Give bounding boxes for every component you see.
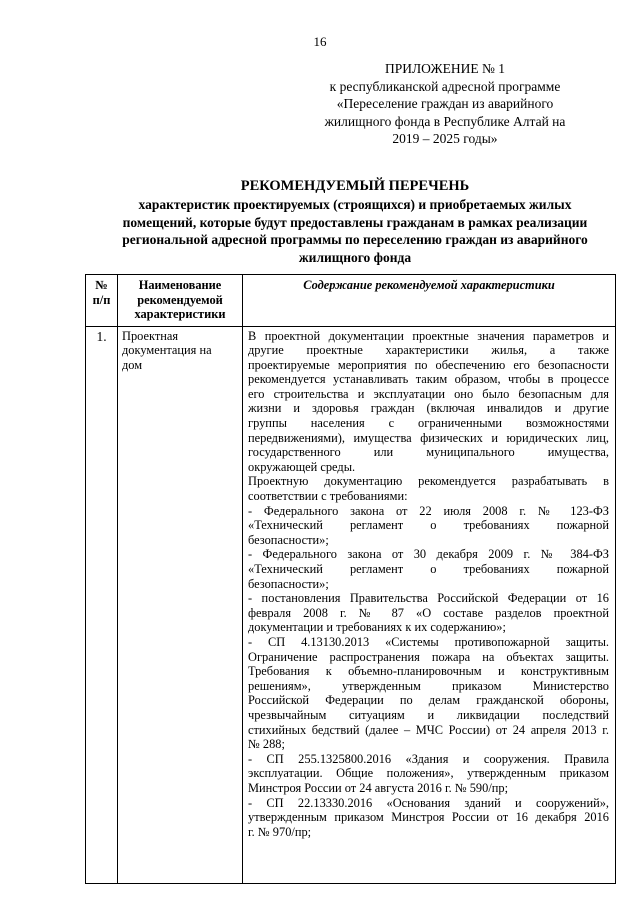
content-line: - постановления Правительства Российской Федерации от 16 — [248, 591, 609, 606]
characteristics-table — [85, 274, 616, 884]
appendix-line: 2019 – 2025 годы» — [392, 131, 498, 146]
row-name-line: Проектная — [122, 328, 179, 343]
content-line: - СП 22.13330.2016 «Основания зданий и сооружений», — [248, 795, 609, 810]
content-line: февраля 2008 г. № 87 «О составе разделов проектной — [248, 605, 609, 620]
table-header-row — [86, 275, 616, 327]
appendix-line: ПРИЛОЖЕНИЕ № 1 — [384, 61, 506, 76]
subtitle-line: региональной адресной программы по переселению граждан из аварийного — [122, 232, 588, 247]
content-line: эксплуатации. Общие положения», утвержденным приказом — [248, 766, 609, 781]
title-main: РЕКОМЕНДУЕМЫЙ ПЕРЕЧЕНЬ — [240, 178, 470, 194]
content-line: - СП 255.1325800.2016 «Здания и сооружения. Правила — [248, 751, 609, 766]
content-line: Минстроя России от 24 августа 2016 г. № 590/пр; — [248, 780, 509, 795]
content-line: его строительства и эксплуатации оно было безопасным для — [248, 386, 609, 401]
row-content — [243, 326, 616, 883]
appendix-line: к республиканской адресной программе — [329, 78, 561, 94]
content-line: - СП 4.13130.2013 «Системы противопожарной защиты. — [248, 634, 609, 649]
content-line: решениям», утвержденным приказом Министерство — [248, 678, 609, 693]
content-line: жизни и здоровья граждан (включая инвалидов и другие — [248, 401, 609, 416]
content-line: рекомендуется устанавливать таким образом, чтобы в процессе — [248, 372, 609, 387]
content-line: соответствии с требованиями: — [248, 489, 408, 504]
content-line: проектируемые мероприятия по обеспечению его безопасности — [248, 357, 609, 372]
content-line: Ограничение распространения пожара на объектах защиты. — [248, 649, 609, 664]
title-subtitle — [80, 196, 630, 266]
header-name — [118, 275, 243, 327]
header-name-line: характеристики — [134, 307, 226, 321]
header-name-line: Наименование — [138, 278, 222, 292]
row-name-line: дом — [122, 357, 143, 372]
row-name-line: документация на — [122, 343, 212, 358]
content-line: безопасности»; — [248, 532, 329, 547]
document-title — [80, 177, 630, 266]
content-line: № 288; — [248, 737, 285, 752]
row-name — [118, 326, 243, 883]
content-line: г. № 970/пр; — [248, 824, 312, 839]
row-number: 1. — [86, 326, 118, 883]
content-line: другие проектные характеристики жилья, а также — [248, 343, 609, 358]
content-line: «Технический регламент о требованиях пожарной — [248, 518, 609, 533]
subtitle-line: помещений, которые будут предоставлены гражданам в рамках реализации — [122, 214, 588, 230]
content-line: чрезвычайным ситуациям и ликвидации последствий — [248, 707, 609, 722]
content-line: - Федерального закона от 30 декабря 2009 г. № 384-ФЗ — [248, 547, 609, 562]
appendix-block — [300, 60, 590, 148]
content-line: передвижениями), имущества физических и юридических лиц, — [248, 430, 609, 445]
subtitle-line: характеристик проектируемых (строящихся) и приобретаемых жилых — [138, 197, 572, 212]
subtitle-line: жилищного фонда — [298, 249, 412, 265]
content-line: Российской Федерации по делам гражданской обороны, — [248, 693, 609, 708]
header-name-line: рекомендуемой — [137, 292, 223, 307]
appendix-line: «Переселение граждан из аварийного — [336, 96, 554, 111]
content-line: «Технический регламент о требованиях пожарной — [248, 562, 609, 576]
header-num-line: п/п — [92, 292, 111, 307]
header-num-line: № — [95, 278, 108, 292]
content-line: государственного или муниципального имущества, — [248, 445, 609, 460]
content-line: группы населения с ограниченными возможностями — [248, 416, 609, 431]
header-content: Содержание рекомендуемой характеристики — [243, 275, 616, 327]
page-number: 16 — [313, 34, 327, 49]
content-line: Требования к объемно-планировочным и конструктивным — [248, 664, 609, 679]
content-line: стихийных бедствий (далее – МЧС России) от 24 апреля 2013 г. — [248, 722, 609, 737]
table-row — [86, 326, 616, 883]
content-line: утвержденным приказом Минстроя России от 16 декабря 2016 — [248, 810, 609, 825]
content-line: безопасности»; — [248, 576, 329, 591]
content-line: окружающей среды. — [248, 459, 356, 474]
content-line: - Федерального закона от 22 июля 2008 г. № 123-ФЗ — [248, 503, 609, 518]
content-line: В проектной документации проектные значения параметров и — [248, 328, 609, 343]
content-line: документации и требованиях к их содержанию»; — [248, 620, 506, 635]
content-line: Проектную документацию рекомендуется разрабатывать в — [248, 474, 609, 489]
appendix-line: жилищного фонда в Республике Алтай на — [324, 113, 566, 129]
header-num — [86, 275, 118, 327]
